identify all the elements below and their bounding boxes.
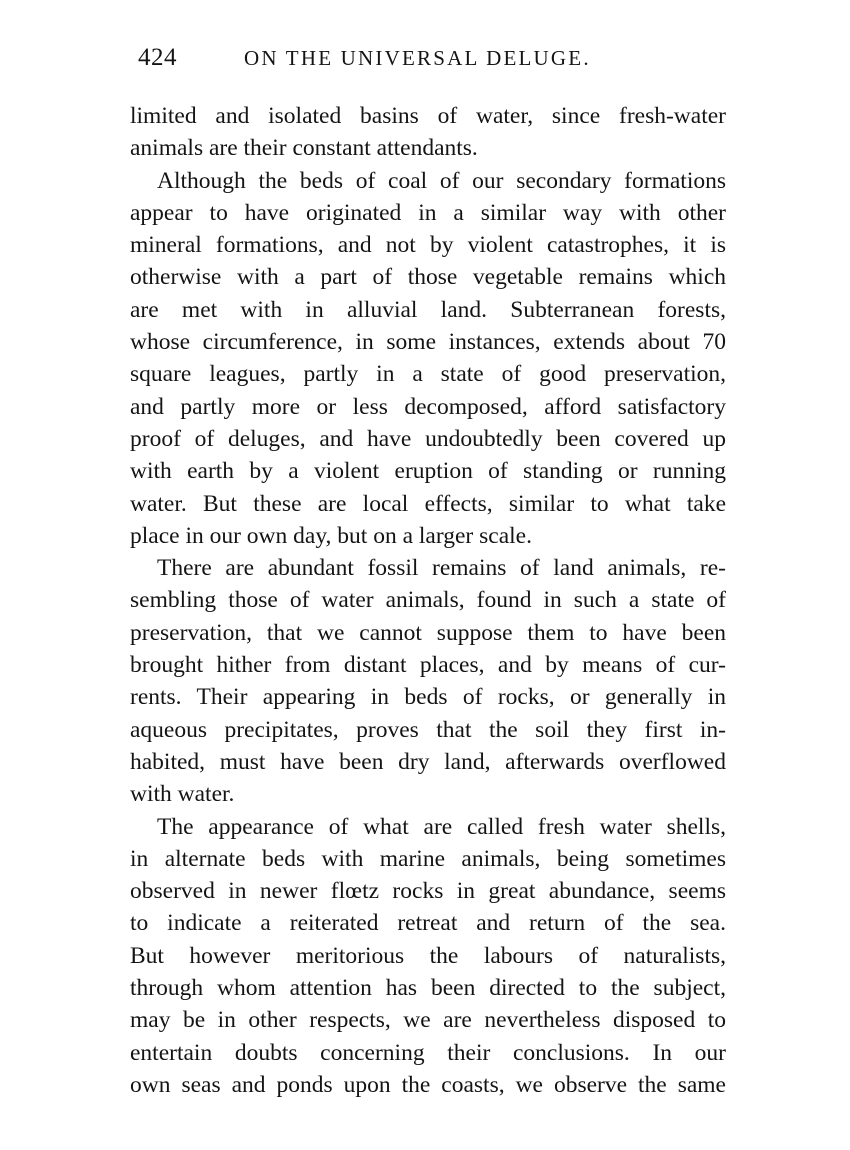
text-line: entertain doubts concerning their conclusions. In our [130,1039,726,1066]
paragraph-4 [130,811,726,1102]
text-line: habited, must have been dry land, afterwards overflowed [130,748,726,775]
text-line: appear to have originated in a similar way with other [130,199,726,226]
text-line: proof of deluges, and have undoubtedly been covered up [130,425,726,452]
running-title: ON THE UNIVERSAL DELUGE. [244,46,591,70]
paragraph-3 [130,552,726,810]
text-line: mineral formations, and not by violent catastrophes, it is [130,232,726,259]
text-line: But however meritorious the labours of naturalists, [130,942,726,969]
body-text [130,100,726,1101]
text-line: sembling those of water animals, found in such a state of [130,587,726,614]
text-line: animals are their constant attendants. [130,135,478,162]
text-line: are met with in alluvial land. Subterranean forests, [130,296,726,323]
page-number: 424 [138,44,177,71]
text-line: and partly more or less decomposed, afford satisfactory [130,393,726,420]
text-line: otherwise with a part of those vegetable remains which [130,264,726,291]
text-line: Although the beds of coal of our secondary formations [157,167,726,194]
text-line: water. But these are local effects, similar to what take [130,490,726,517]
text-line: brought hither from distant places, and by means of cur- [130,652,726,679]
text-line: The appearance of what are called fresh water shells, [157,813,726,840]
text-line: may be in other respects, we are nevertheless disposed to [130,1007,726,1034]
text-line: rents. Their appearing in beds of rocks, or generally in [130,684,726,711]
text-line: place in our own day, but on a larger scale. [130,522,532,549]
text-line: preservation, that we cannot suppose them to have been [130,619,726,646]
text-line: in alternate beds with marine animals, being sometimes [130,845,726,872]
text-line: with water. [130,781,235,808]
paragraph-2 [130,165,726,553]
text-line: to indicate a reiterated retreat and return of the sea. [130,910,726,937]
text-line: There are abundant fossil remains of land animals, re- [157,555,726,582]
text-line: observed in newer flœtz rocks in great abundance, seems [130,878,726,905]
text-line: limited and isolated basins of water, since fresh-water [130,103,726,129]
running-head [138,44,738,78]
text-line: whose circumference, in some instances, extends about 70 [130,329,726,356]
text-line: own seas and ponds upon the coasts, we observe the same [130,1071,726,1098]
paragraph-1 [130,100,726,165]
text-line: with earth by a violent eruption of standing or running [130,458,726,485]
text-line: aqueous precipitates, proves that the soil they first in- [130,716,726,743]
text-line: through whom attention has been directed to the subject, [130,975,726,1002]
text-line: square leagues, partly in a state of good preservation, [130,361,726,388]
